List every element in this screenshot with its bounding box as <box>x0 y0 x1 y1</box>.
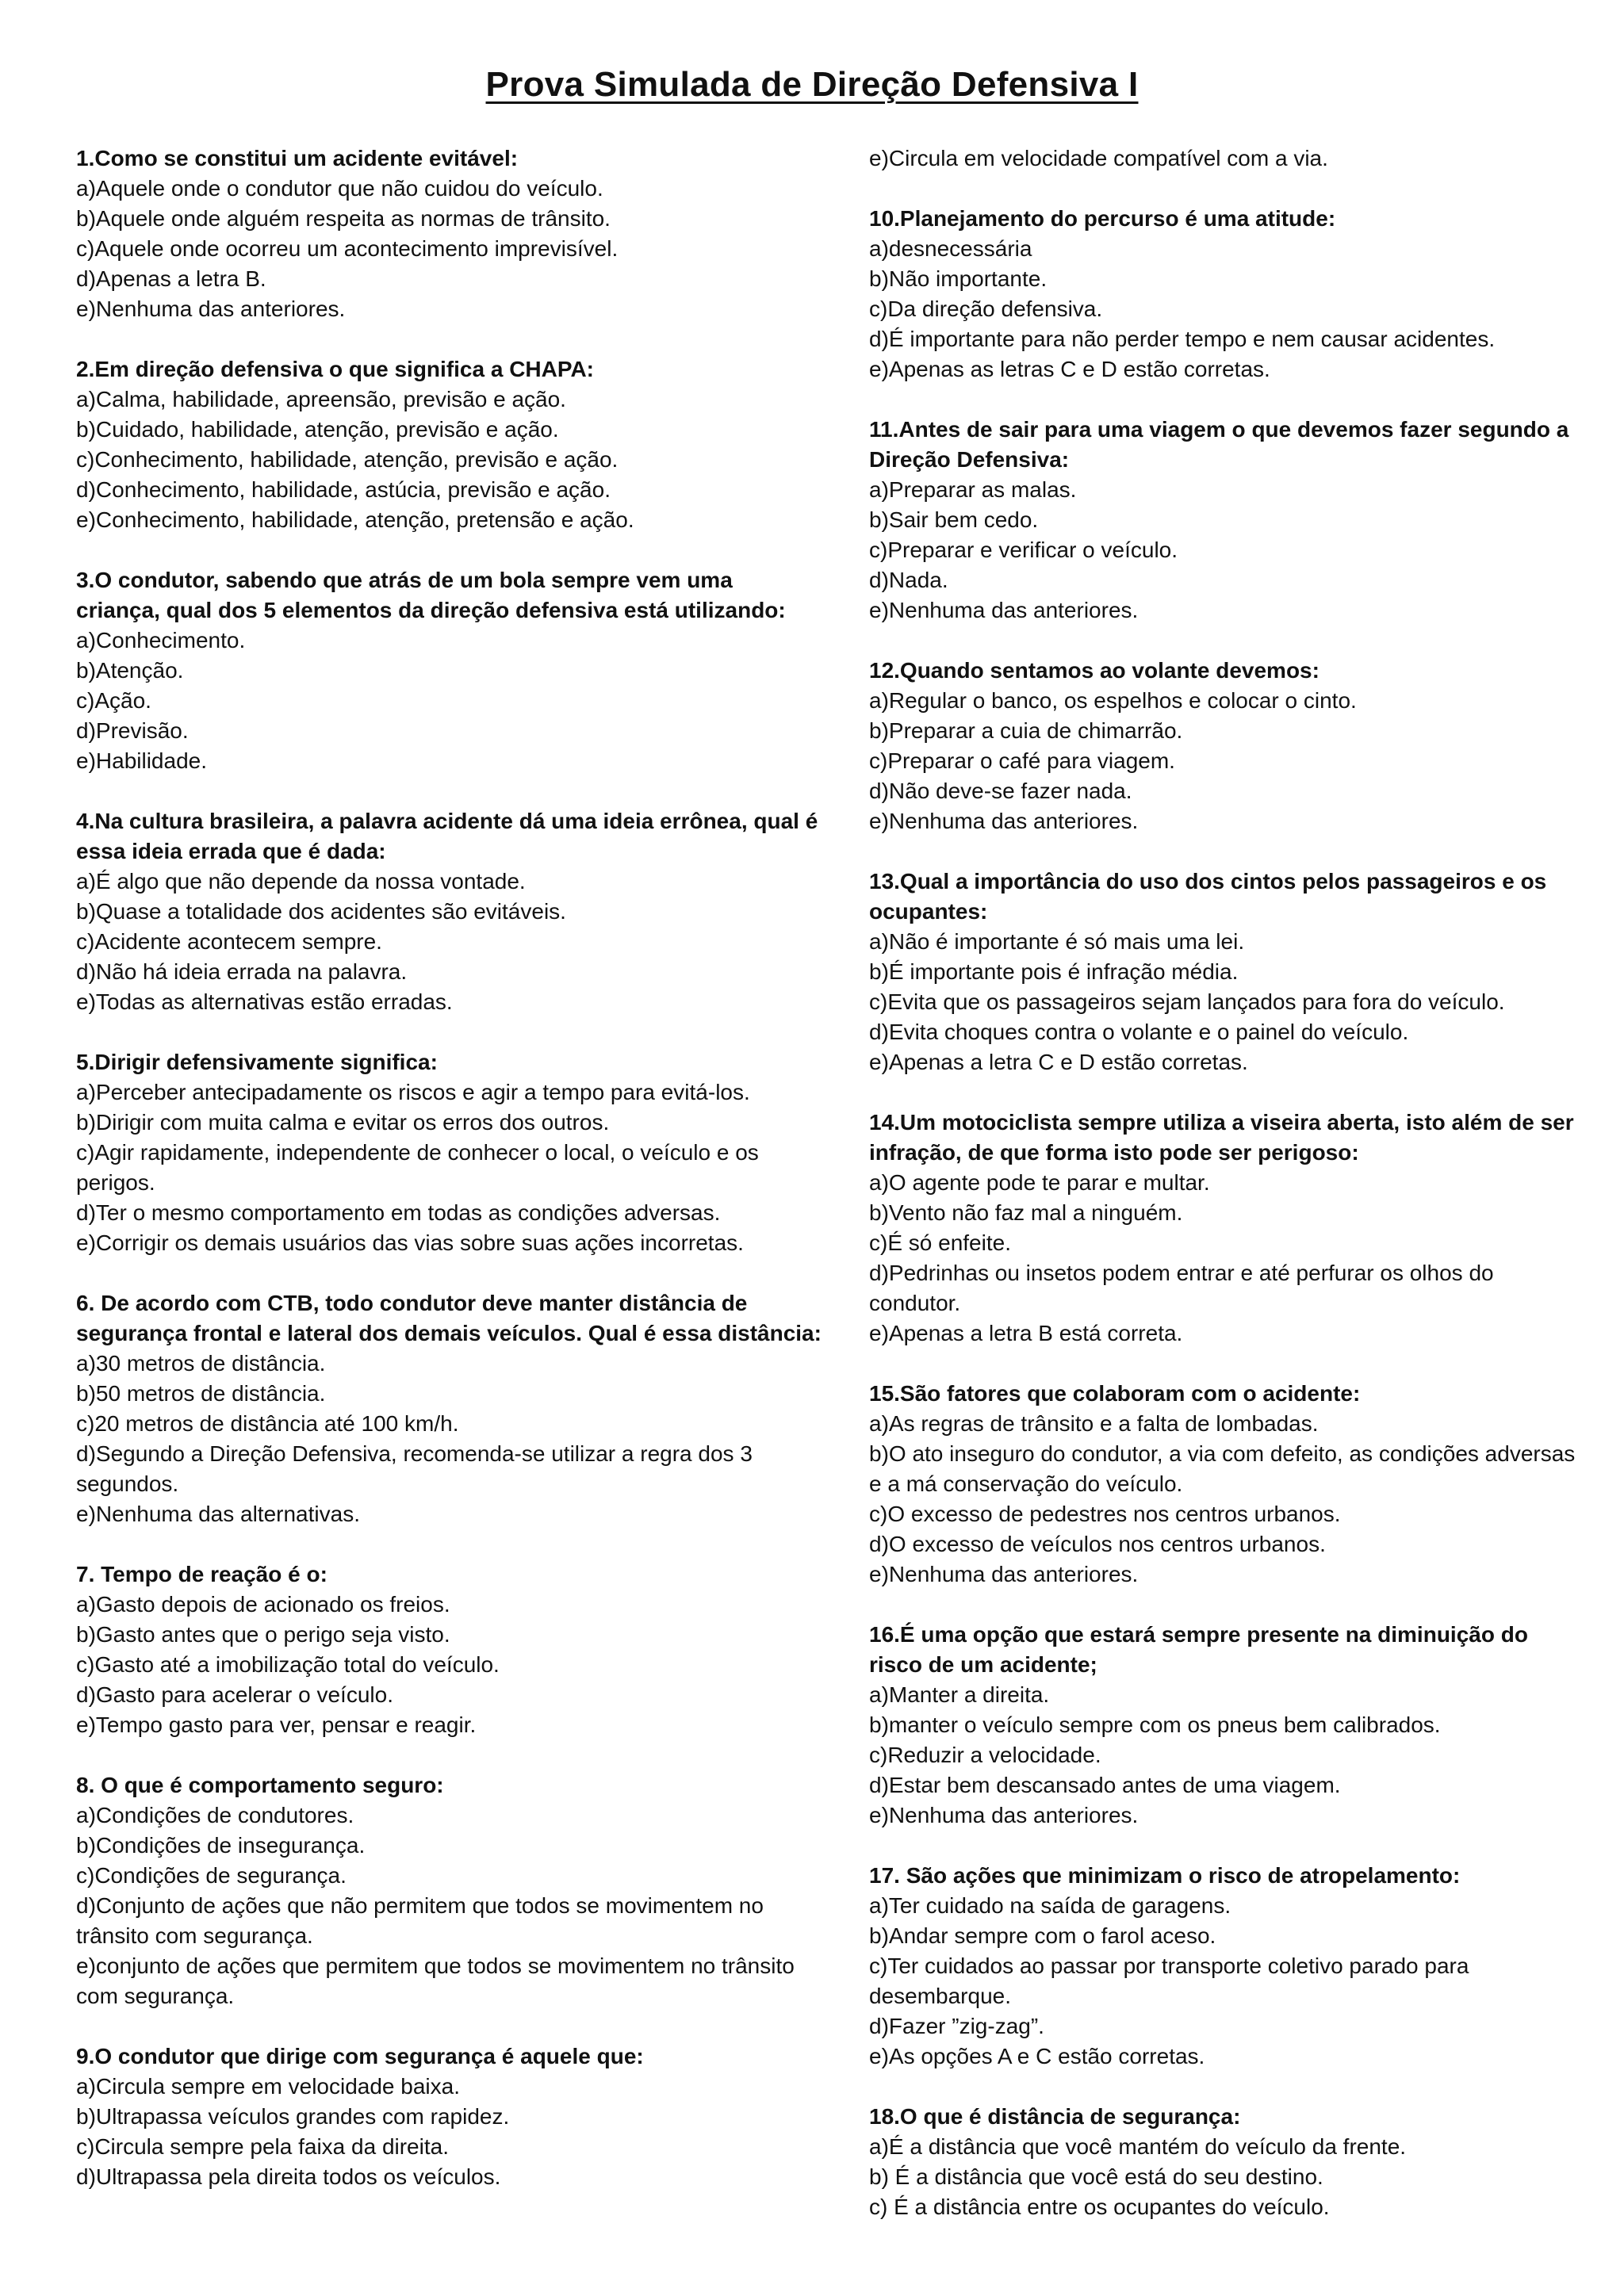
answer-option: c)É só enfeite. <box>869 1230 1011 1255</box>
page-title: Prova Simulada de Direção Defensiva I <box>485 65 1139 104</box>
left-column <box>76 144 822 2222</box>
question <box>76 806 822 1017</box>
answer-option: e)Conhecimento, habilidade, atenção, pretensão e ação. <box>76 507 634 532</box>
question <box>869 1620 1583 1831</box>
answer-option: d)Ter o mesmo comportamento em todas as condições adversas. <box>76 1200 721 1225</box>
answer-option: a)desnecessária <box>869 236 1032 261</box>
answer-option: e)Tempo gasto para ver, pensar e reagir. <box>76 1712 477 1737</box>
answer-option: a)O agente pode te parar e multar. <box>869 1170 1210 1195</box>
answer-option: a)Calma, habilidade, apreensão, previsão e ação. <box>76 387 566 411</box>
answer-option: c)Circula sempre pela faixa da direita. <box>76 2134 449 2159</box>
answer-option: d)Previsão. <box>76 718 189 743</box>
answer-option: c)Agir rapidamente, independente de conhecer o local, o veículo e os perigos. <box>76 1140 759 1195</box>
answer-option: b)50 metros de distância. <box>76 1381 326 1406</box>
question-text: 1.Como se constitui um acidente evitável: <box>76 146 519 170</box>
question-text: 18.O que é distância de segurança: <box>869 2104 1241 2129</box>
answer-option: b)Preparar a cuia de chimarrão. <box>869 718 1183 743</box>
answer-option: a)Gasto depois de acionado os freios. <box>76 1592 450 1617</box>
question-text: 17. São ações que minimizam o risco de atropelamento: <box>869 1863 1461 1888</box>
answer-option: d)Conhecimento, habilidade, astúcia, previsão e ação. <box>76 477 611 502</box>
question <box>76 2042 822 2192</box>
answer-option: c)Reduzir a velocidade. <box>869 1743 1101 1767</box>
question-text: 12.Quando sentamos ao volante devemos: <box>869 658 1320 683</box>
answer-option: b)Andar sempre com o farol aceso. <box>869 1923 1216 1948</box>
answer-option: a)Ter cuidado na saída de garagens. <box>869 1893 1231 1918</box>
answer-option: b)Não importante. <box>869 266 1048 291</box>
answer-option: c)Gasto até a imobilização total do veículo. <box>76 1652 500 1677</box>
answer-option: e)As opções A e C estão corretas. <box>869 2044 1205 2068</box>
question <box>76 1047 822 1258</box>
answer-option: d)Apenas a letra B. <box>76 266 266 291</box>
right-column <box>869 144 1583 2252</box>
question <box>76 1559 822 1740</box>
question-9-continuation: e)Circula em velocidade compatível com a via. <box>869 146 1328 170</box>
answer-option: d)Não deve-se fazer nada. <box>869 779 1132 803</box>
answer-option: c)Condições de segurança. <box>76 1863 347 1888</box>
answer-option: d)Nada. <box>869 568 948 592</box>
question <box>76 1770 822 2011</box>
answer-option: a)Manter a direita. <box>869 1682 1050 1707</box>
answer-option: b)Condições de insegurança. <box>76 1833 366 1858</box>
answer-option: b)Sair bem cedo. <box>869 507 1039 532</box>
answer-option: c)O excesso de pedestres nos centros urbanos. <box>869 1502 1341 1526</box>
answer-option: b)É importante pois é infração média. <box>869 959 1239 984</box>
question-text: 6. De acordo com CTB, todo condutor deve manter distância de segurança frontal e lateral dos demais veículos. Qual é essa distância: <box>76 1291 822 1345</box>
answer-option: c)Ter cuidados ao passar por transporte coletivo parado para desembarque. <box>869 1954 1469 2008</box>
answer-option: b)Vento não faz mal a ninguém. <box>869 1200 1183 1225</box>
answer-option: a)Perceber antecipadamente os riscos e agir a tempo para evitá-los. <box>76 1080 750 1104</box>
answer-option: d)Evita choques contra o volante e o painel do veículo. <box>869 1020 1409 1044</box>
answer-option: d)Segundo a Direção Defensiva, recomenda-se utilizar a regra dos 3 segundos. <box>76 1441 753 1496</box>
answer-option: a)É algo que não depende da nossa vontade. <box>76 869 526 894</box>
question-text: 8. O que é comportamento seguro: <box>76 1773 444 1797</box>
answer-option: b)Cuidado, habilidade, atenção, previsão e ação. <box>76 417 559 442</box>
question-text: 4.Na cultura brasileira, a palavra acidente dá uma ideia errônea, qual é essa ideia errada que é dada: <box>76 809 818 863</box>
answer-option: b)Gasto antes que o perigo seja visto. <box>76 1622 450 1647</box>
answer-option: e)Apenas a letra C e D estão corretas. <box>869 1050 1248 1074</box>
answer-option: a)30 metros de distância. <box>76 1351 326 1376</box>
question <box>869 415 1583 626</box>
question-text: 10.Planejamento do percurso é uma atitude: <box>869 206 1336 231</box>
answer-option: c)Conhecimento, habilidade, atenção, previsão e ação. <box>76 447 619 472</box>
answer-option: a)Circula sempre em velocidade baixa. <box>76 2074 460 2099</box>
answer-option: e)Todas as alternativas estão erradas. <box>76 989 453 1014</box>
answer-option: e)Nenhuma das anteriores. <box>869 1562 1139 1586</box>
question <box>869 204 1583 385</box>
answer-option: d)Ultrapassa pela direita todos os veículos. <box>76 2164 501 2189</box>
question-text: 5.Dirigir defensivamente significa: <box>76 1050 438 1074</box>
question-text: 11.Antes de sair para uma viagem o que devemos fazer segundo a Direção Defensiva: <box>869 417 1569 472</box>
answer-option: e)Nenhuma das anteriores. <box>869 598 1139 622</box>
answer-option: a)Preparar as malas. <box>869 477 1077 502</box>
answer-option: b)O ato inseguro do condutor, a via com defeito, as condições adversas e a má conservação do veículo. <box>869 1441 1576 1496</box>
answer-option: d)Pedrinhas ou insetos podem entrar e até perfurar os olhos do condutor. <box>869 1261 1494 1315</box>
question-text: 15.São fatores que colaboram com o acidente: <box>869 1381 1361 1406</box>
answer-option: e)Nenhuma das alternativas. <box>76 1502 360 1526</box>
answer-option: a)Conhecimento. <box>76 628 246 652</box>
answer-option: c)Acidente acontecem sempre. <box>76 929 382 954</box>
answer-option: c)Preparar o café para viagem. <box>869 748 1175 773</box>
answer-option: a)É a distância que você mantém do veículo da frente. <box>869 2134 1407 2159</box>
answer-option: c)20 metros de distância até 100 km/h. <box>76 1411 459 1436</box>
answer-option: c)Da direção defensiva. <box>869 297 1103 321</box>
answer-option: a)Regular o banco, os espelhos e colocar o cinto. <box>869 688 1357 713</box>
answer-option: a)Não é importante é só mais uma lei. <box>869 929 1245 954</box>
answer-option: e)Habilidade. <box>76 748 207 773</box>
question-text: 14.Um motociclista sempre utiliza a viseira aberta, isto além de ser infração, de que forma isto pode ser perigoso: <box>869 1110 1574 1165</box>
question <box>869 1379 1583 1590</box>
question <box>869 656 1583 836</box>
answer-option: e)Nenhuma das anteriores. <box>76 297 346 321</box>
question-text: 9.O condutor que dirige com segurança é aquele que: <box>76 2044 644 2068</box>
question <box>869 2102 1583 2222</box>
question <box>869 867 1583 1077</box>
answer-option: c)Preparar e verificar o veículo. <box>869 538 1178 562</box>
answer-option: c)Ação. <box>76 688 151 713</box>
answer-option: e)Nenhuma das anteriores. <box>869 1803 1139 1827</box>
answer-option: d)O excesso de veículos nos centros urbanos. <box>869 1532 1326 1556</box>
answer-option: d)Fazer ”zig-zag”. <box>869 2014 1044 2038</box>
answer-option: d)É importante para não perder tempo e nem causar acidentes. <box>869 327 1496 351</box>
answer-option: a)As regras de trânsito e a falta de lombadas. <box>869 1411 1319 1436</box>
answer-option: d)Gasto para acelerar o veículo. <box>76 1682 393 1707</box>
answer-option: e)Apenas a letra B está correta. <box>869 1321 1183 1345</box>
answer-option: b)manter o veículo sempre com os pneus bem calibrados. <box>869 1712 1441 1737</box>
answer-option: c) É a distância entre os ocupantes do veículo. <box>869 2195 1330 2219</box>
answer-option: a)Aquele onde o condutor que não cuidou do veículo. <box>76 176 603 201</box>
question <box>76 565 822 776</box>
answer-option: d)Conjunto de ações que não permitem que todos se movimentem no trânsito com segurança. <box>76 1893 764 1948</box>
answer-option: b)Atenção. <box>76 658 184 683</box>
question <box>76 1288 822 1529</box>
answer-option: c)Aquele onde ocorreu um acontecimento imprevisível. <box>76 236 619 261</box>
answer-option: e)Nenhuma das anteriores. <box>869 809 1139 833</box>
answer-option: b)Quase a totalidade dos acidentes são evitáveis. <box>76 899 566 924</box>
answer-option: b) É a distância que você está do seu destino. <box>869 2164 1323 2189</box>
answer-option: a)Condições de condutores. <box>76 1803 354 1827</box>
question-text: 7. Tempo de reação é o: <box>76 1562 327 1586</box>
question-text: 16.É uma opção que estará sempre presente na diminuição do risco de um acidente; <box>869 1622 1528 1677</box>
question <box>76 354 822 535</box>
question-text: 13.Qual a importância do uso dos cintos pelos passageiros e os ocupantes: <box>869 869 1547 924</box>
answer-option: e)Apenas as letras C e D estão corretas. <box>869 357 1270 381</box>
question <box>76 144 822 324</box>
answer-option: e)conjunto de ações que permitem que todos se movimentem no trânsito com segurança. <box>76 1954 795 2008</box>
answer-option: d)Não há ideia errada na palavra. <box>76 959 408 984</box>
answer-option: e)Corrigir os demais usuários das vias sobre suas ações incorretas. <box>76 1230 744 1255</box>
question <box>869 1108 1583 1349</box>
answer-option: c)Evita que os passageiros sejam lançados para fora do veículo. <box>869 989 1505 1014</box>
question <box>869 1861 1583 2072</box>
question-text: 2.Em direção defensiva o que significa a CHAPA: <box>76 357 594 381</box>
answer-option: b)Ultrapassa veículos grandes com rapidez. <box>76 2104 510 2129</box>
question-text: 3.O condutor, sabendo que atrás de um bola sempre vem uma criança, qual dos 5 elementos da direção defensiva está utilizando: <box>76 568 786 622</box>
answer-option: b)Dirigir com muita calma e evitar os erros dos outros. <box>76 1110 610 1135</box>
answer-option: d)Estar bem descansado antes de uma viagem. <box>869 1773 1341 1797</box>
answer-option: b)Aquele onde alguém respeita as normas de trânsito. <box>76 206 611 231</box>
